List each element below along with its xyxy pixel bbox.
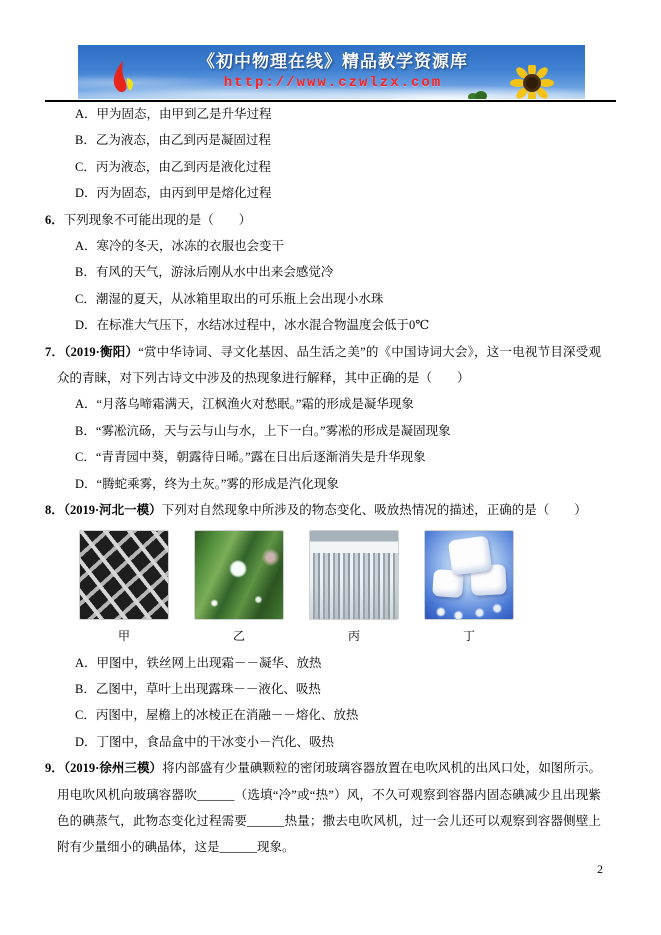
q7-source: （2019·衡阳） xyxy=(64,344,139,359)
q7-option-b: B．“雾凇沆砀，天与云与山与水，上下一白。”雾凇的形成是凝固现象 xyxy=(75,423,451,438)
figure-ding-label: 丁 xyxy=(462,628,475,643)
q5-option-d: D．丙为固态，由丙到甲是熔化过程 xyxy=(75,186,272,201)
q7-option-c: C．“青青园中葵，朝露待日晞。”露在日出后逐渐消失是升华现象 xyxy=(75,450,426,465)
dry-ice-cube xyxy=(448,535,492,575)
plant-icon xyxy=(467,88,489,99)
figure-jia xyxy=(79,530,169,648)
dry-ice-cubes-image xyxy=(424,530,514,620)
q5-option-b: B．乙为液态，由乙到丙是凝固过程 xyxy=(75,133,271,148)
sunflower-icon xyxy=(505,65,557,99)
q8-source: （2019·河北一模） xyxy=(63,503,162,518)
site-title: 《初中物理在线》精品教学资源库 xyxy=(198,52,468,71)
figure-bing-label: 丙 xyxy=(347,628,360,643)
site-banner xyxy=(78,45,585,99)
q6-option-b: B．有风的天气，游泳后刚从水中出来会感觉冷 xyxy=(75,265,334,280)
icicles-on-eaves-image xyxy=(309,530,399,620)
q6-stem xyxy=(45,207,601,233)
q6-stem-text: 下列现象不可能出现的是（ ） xyxy=(63,212,252,227)
q8-figures-row xyxy=(79,530,601,648)
q7-option-d: D．“腾蛇乘雾，终为土灰。”雾的形成是汽化现象 xyxy=(75,476,339,491)
q7-stem xyxy=(45,339,601,392)
q7-stem-text: “赏中华诗词、寻文化基因、品生活之美”的《中国诗词大会》，这一电视节目深受观众的青睐，对下列古诗文中涉及的热现象进行解释，其中正确的是（ ） xyxy=(57,344,601,386)
q8-option-c: C．丙图中，屋檐上的冰棱正在消融－－熔化、放热 xyxy=(75,708,359,723)
page-number: 2 xyxy=(597,862,603,876)
figure-ding xyxy=(424,530,514,648)
dew-on-grass-image xyxy=(194,530,284,620)
q5-option-a: A．甲为固态，由甲到乙是升华过程 xyxy=(75,107,272,121)
q8-option-b: B．乙图中，草叶上出现露珠－－液化、吸热 xyxy=(75,681,321,696)
q9-number: 9． xyxy=(45,761,64,776)
site-url-link[interactable]: http://www.czwlzx.com xyxy=(223,75,443,91)
document-body xyxy=(45,101,601,861)
banner-text xyxy=(168,50,498,92)
q8-option-d: D．丁图中，食品盒中的干冰变小－汽化、吸热 xyxy=(75,734,335,749)
q6-number: 6． xyxy=(45,212,64,227)
q9-stem-text: 将内部盛有少量碘颗粒的密闭玻璃容器放置在电吹风机的出风口处，如图所示。用电吹风机向玻璃容器吹______（选填“冷”或“热”）风，不久可观察到容器内固态碘减少且出现紫色的碘蒸气，此物态变化过程需要______热量；撒去电吹风机，过一会儿还可以观察到容器侧壁上附有少量细小的碘晶体，这是______现象。 xyxy=(57,761,601,855)
q9-stem xyxy=(45,755,601,861)
q6-option-a: A．寒冷的冬天，冰冻的衣服也会变干 xyxy=(75,239,285,254)
q8-stem-text: 下列对自然现象中所涉及的物态变化、吸放热情况的描述，正确的是（ ） xyxy=(161,503,587,518)
q8-stem xyxy=(45,497,601,523)
q7-option-a: A．“月落乌啼霜满天，江枫渔火对愁眠。”霜的形成是凝华现象 xyxy=(75,397,414,412)
q7-number: 7． xyxy=(45,344,65,359)
q6-option-c: C．潮湿的夏天，从冰箱里取出的可乐瓶上会出现小水珠 xyxy=(75,291,384,306)
figure-bing xyxy=(309,530,399,648)
q8-option-a: A．甲图中，铁丝网上出现霜－－凝华、放热 xyxy=(75,655,322,670)
q6-option-d: D．在标准大气压下，水结冰过程中，冰水混合物温度会低于0℃ xyxy=(75,318,430,333)
figure-yi xyxy=(194,530,284,648)
flame-logo-icon xyxy=(110,59,136,95)
figure-jia-label: 甲 xyxy=(117,628,130,643)
frost-on-wire-mesh-image xyxy=(79,530,169,620)
q8-number: 8． xyxy=(45,503,64,518)
figure-yi-label: 乙 xyxy=(232,628,245,643)
q9-source: （2019·徐州三模） xyxy=(63,761,163,776)
q5-option-c: C．丙为液态，由乙到丙是液化过程 xyxy=(75,159,271,174)
